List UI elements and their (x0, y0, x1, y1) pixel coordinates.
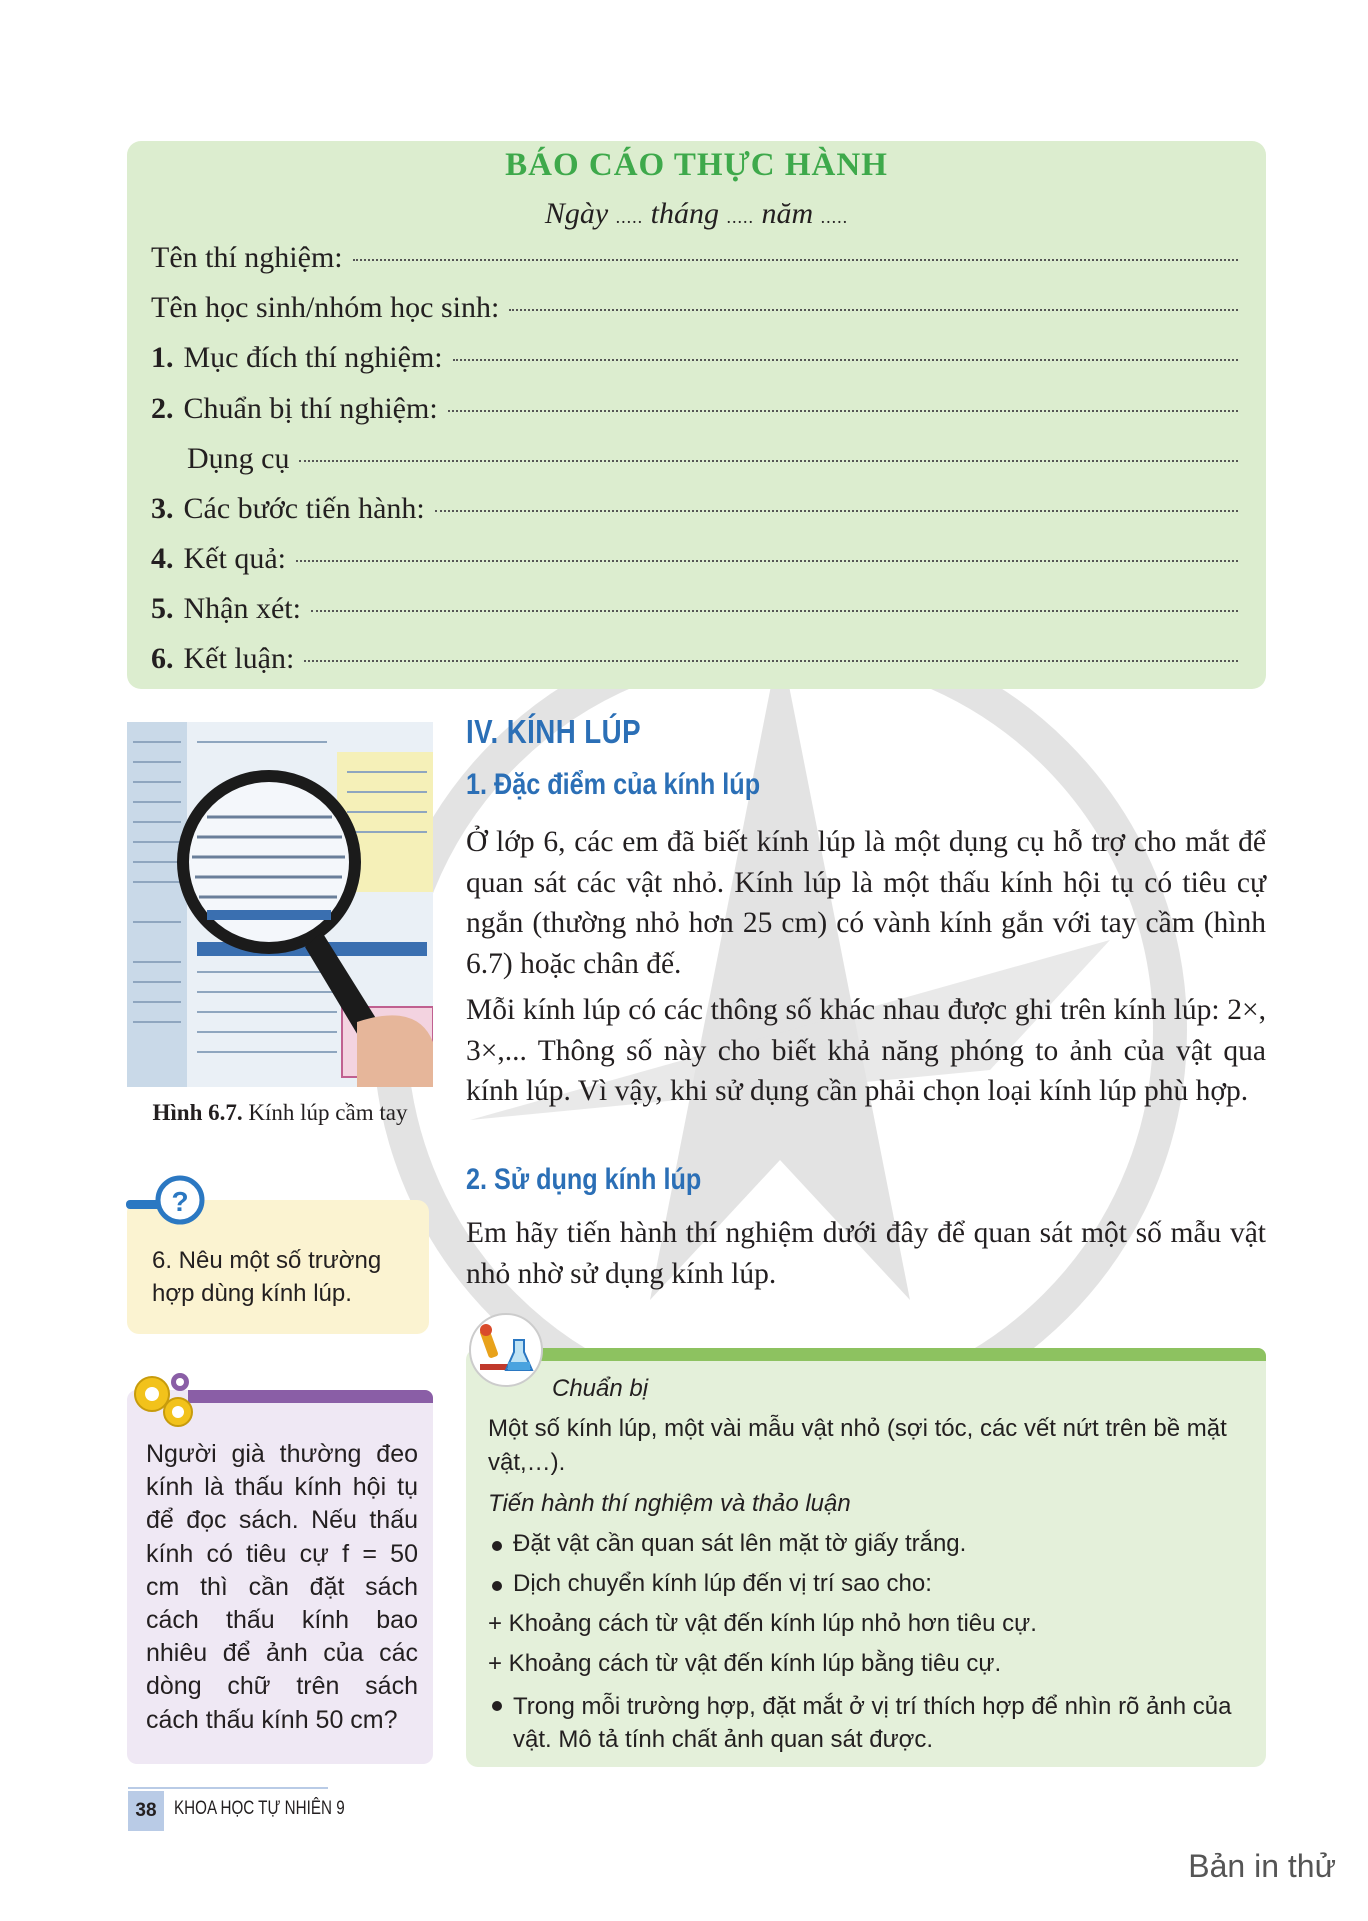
report-row-comments: 5. Nhận xét: (151, 592, 1238, 636)
dotted-line (509, 309, 1238, 311)
dotted-line (304, 660, 1238, 662)
book-title: KHOA HỌC TỰ NHIÊN 9 (174, 1798, 345, 1819)
report-row-experiment-name: Tên thí nghiệm: (151, 241, 1238, 285)
paragraph-features: Ở lớp 6, các em đã biết kính lúp là một dụng cụ hỗ trợ cho mắt để quan sát các vật nhỏ. Kính lúp là một thấu kính hội tụ có tiêu cự ngắn (thường nhỏ hơn 25 cm) có vành kính gắn với tay cầm (hình 6.7) hoặc chân đế. (466, 826, 1266, 980)
bullet-dot (492, 1581, 502, 1591)
prep-text: Một số kính lúp, một vài mẫu vật nhỏ (sợi tóc, các vết nứt trên bề mặt vật,…). (488, 1415, 1227, 1476)
experiment-header-bar (527, 1348, 1266, 1361)
bullet-dot (492, 1701, 502, 1711)
report-row-student-name: Tên học sinh/nhóm học sinh: (151, 291, 1238, 335)
gears-icon (126, 1368, 200, 1434)
dotted-line (448, 410, 1238, 412)
report-row-purpose: 1. Mục đích thí nghiệm: (151, 341, 1238, 385)
magnifier-photo (127, 722, 433, 1087)
challenge-text: Người già thường đeo kính là thấu kính hội tụ để đọc sách. Nếu thấu kính có tiêu cự f = 50 cm thì cần đặt sách cách thấu kính bao nhiêu để ảnh của các dòng chữ trên sách cách thấu kính 50 cm? (146, 1440, 418, 1734)
question-text: 6. Nêu một số trường hợp dùng kính lúp. (152, 1247, 382, 1307)
paragraph-parameters: Mỗi kính lúp có các thông số khác nhau được ghi trên kính lúp: 2×, 3×,... Thông số này cho biết khả năng phóng to ảnh của vật qua kính lúp. Vì vậy, khi sử dụng cần phải chọn loại kính lúp phù hợp. (466, 994, 1266, 1107)
dotted-line (353, 259, 1238, 261)
subheading-features: 1. Đặc điểm của kính lúp (466, 768, 761, 801)
svg-text:?: ? (171, 1186, 189, 1217)
report-row-preparation: 2. Chuẩn bị thí nghiệm: (151, 392, 1238, 436)
report-row-steps: 3. Các bước tiến hành: (151, 492, 1238, 536)
bullet-dot (492, 1541, 502, 1551)
page-number: 38 (135, 1800, 157, 1821)
step-2b: + Khoảng cách từ vật đến kính lúp bằng tiêu cự. (488, 1650, 1002, 1677)
dotted-line (296, 560, 1238, 562)
report-row-results: 4. Kết quả: (151, 542, 1238, 586)
step-2: Dịch chuyển kính lúp đến vị trí sao cho: (513, 1570, 932, 1597)
report-title: BÁO CÁO THỰC HÀNH (505, 147, 888, 183)
paragraph-usage: Em hãy tiến hành thí nghiệm dưới đây để quan sát một số mẫu vật nhỏ nhờ sử dụng kính lúp. (466, 1217, 1266, 1290)
footer-rule (128, 1787, 328, 1789)
challenge-header-bar (188, 1390, 433, 1403)
dotted-line (453, 359, 1238, 361)
figure-caption: Hình 6.7. Kính lúp cầm tay (152, 1100, 408, 1125)
subheading-usage: 2. Sử dụng kính lúp (466, 1163, 702, 1196)
procedure-title: Tiến hành thí nghiệm và thảo luận (488, 1490, 851, 1517)
dotted-line (311, 610, 1238, 612)
step-3: Trong mỗi trường hợp, đặt mắt ở vị trí thích hợp để nhìn rõ ảnh của vật. Mô tả tính chất ảnh quan sát được. (513, 1693, 1232, 1753)
dotted-line (435, 510, 1238, 512)
report-row-conclusion: 6. Kết luận: (151, 642, 1238, 686)
question-magnifier-icon (124, 1170, 206, 1230)
step-2a: + Khoảng cách từ vật đến kính lúp nhỏ hơn tiêu cự. (488, 1610, 1037, 1637)
dotted-line (299, 460, 1238, 462)
section-heading: IV. KÍNH LÚP (466, 713, 641, 750)
report-date: Ngày ..... tháng ..... năm ..... (544, 197, 849, 230)
practice-report-box (127, 141, 1266, 689)
proof-stamp: Bản in thử (1188, 1848, 1336, 1884)
prep-title: Chuẩn bị (552, 1375, 649, 1402)
step-1: Đặt vật cần quan sát lên mặt tờ giấy trắng. (513, 1530, 967, 1557)
report-row-equipment: Dụng cụ (187, 442, 1238, 486)
microscope-flask-icon (466, 1310, 546, 1390)
